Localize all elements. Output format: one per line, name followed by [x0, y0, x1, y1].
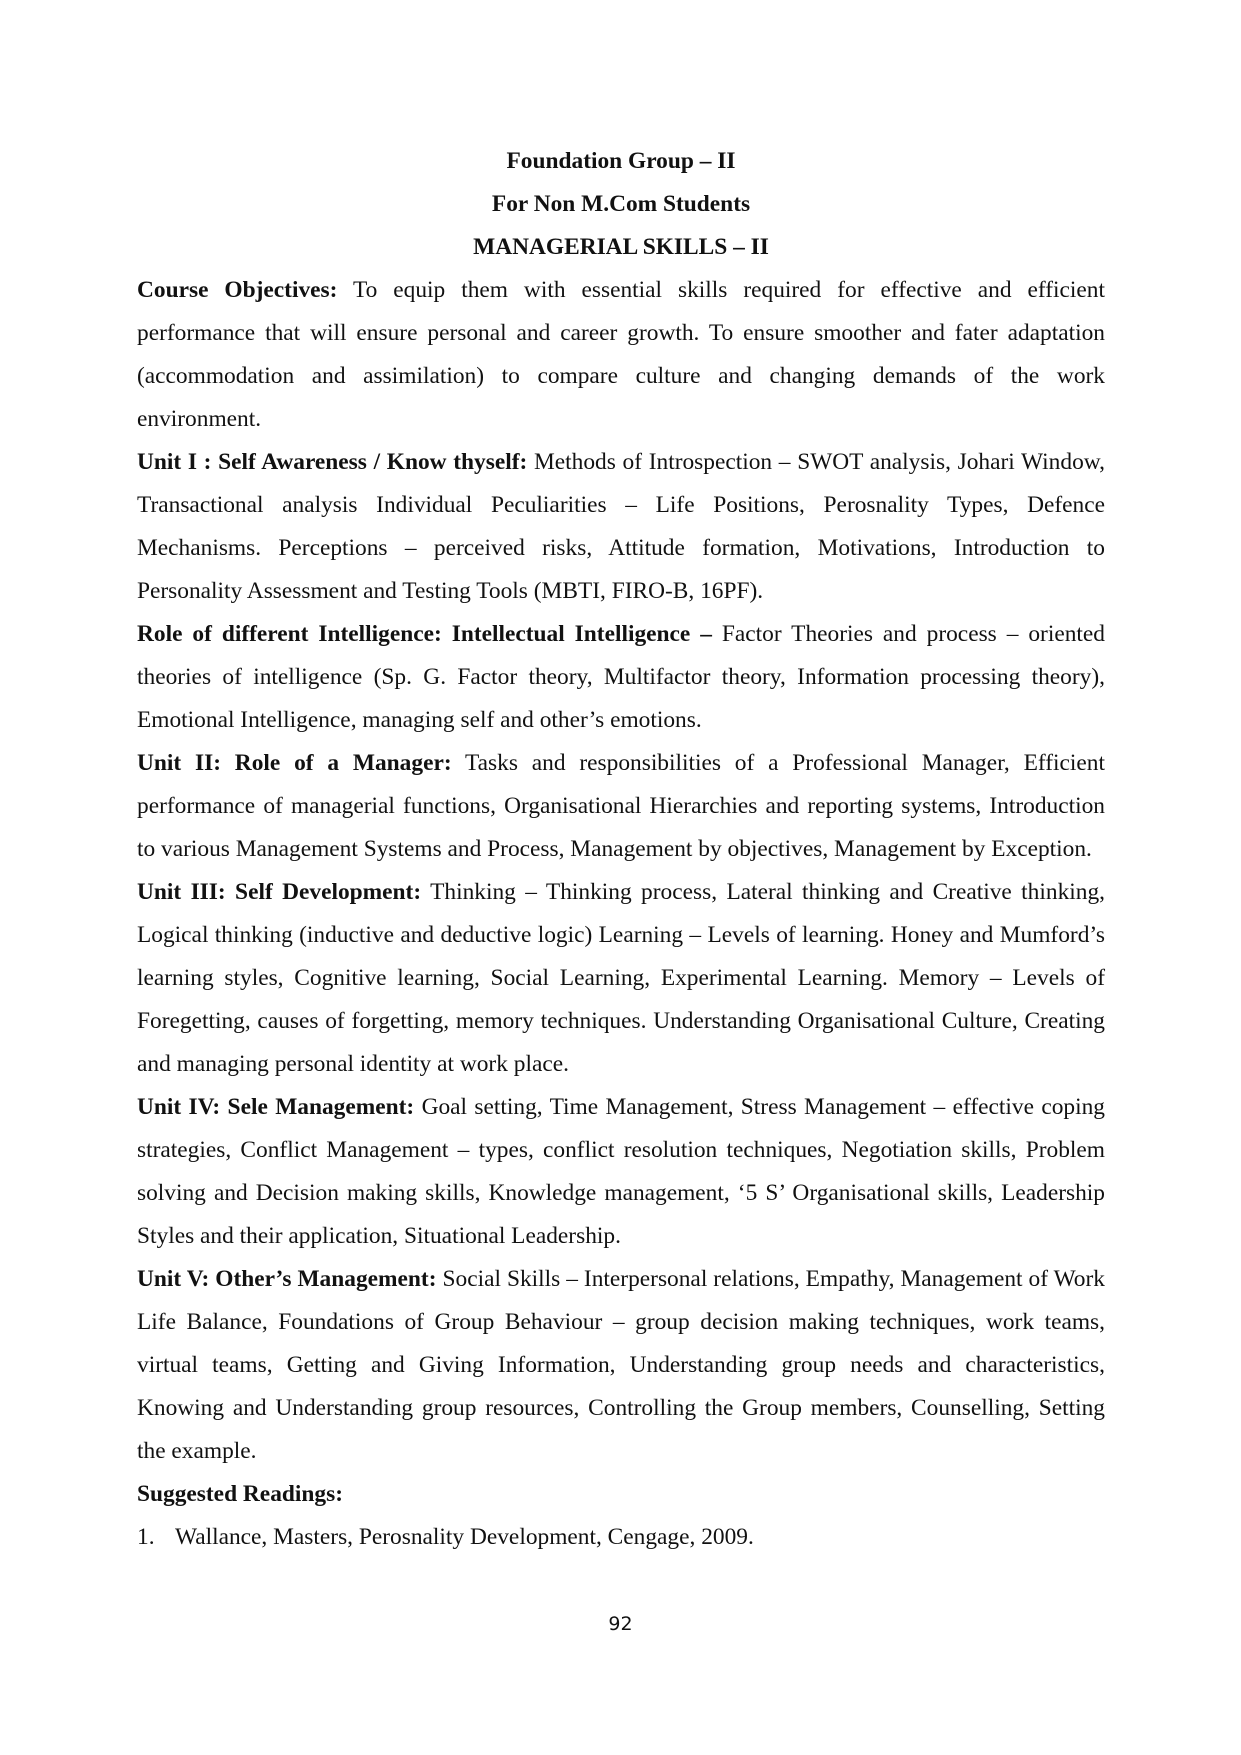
page-content	[137, 140, 1105, 1559]
course-title: MANAGERIAL SKILLS – II	[473, 234, 769, 260]
section-text: Goal setting, Time Management, Stress Management – effective coping strategies, Conflict Management – types, conflict resolution techniques, Negotiation skills, Problem solving and Decision making skills, Knowledge management, ‘5 S’ Organisational skills, Leadership Styles and their application, Situational Leadership.	[137, 1094, 1105, 1249]
section-text: Tasks and responsibilities of a Professional Manager, Efficient performance of managerial functions, Organisational Hierarchies and reporting systems, Introduction to various Management Systems and Process, Management by objectives, Management by Exception.	[137, 750, 1105, 862]
section-label: Unit III: Self Development:	[137, 879, 422, 905]
unit-2-paragraph	[137, 742, 1105, 871]
section-label: Role of different Intelligence: Intellectual Intelligence –	[137, 621, 712, 647]
unit-4-paragraph	[137, 1086, 1105, 1258]
section-text: Social Skills – Interpersonal relations, Empathy, Management of Work Life Balance, Foundations of Group Behaviour – group decision making techniques, work teams, virtual teams, Getting and Giving Information, Understanding group needs and characteristics, Knowing and Understanding group resources, Controlling the Group members, Counselling, Setting the example.	[137, 1266, 1105, 1464]
unit-3-paragraph	[137, 871, 1105, 1086]
list-item-text: Wallance, Masters, Perosnality Development, Cengage, 2009.	[175, 1524, 754, 1550]
section-label: Unit II: Role of a Manager:	[137, 750, 452, 776]
section-text: Factor Theories and process – oriented theories of intelligence (Sp. G. Factor theory, Multifactor theory, Information processing theory), Emotional Intelligence, managing self and other’s emotions.	[137, 621, 1105, 733]
unit-5-paragraph	[137, 1258, 1105, 1473]
intelligence-paragraph	[137, 613, 1105, 742]
section-text: To equip them with essential skills required for effective and efficient performance that will ensure personal and career growth. To ensure smoother and fater adaptation (accommodation and assimilation) to compare culture and changing demands of the work environment.	[137, 277, 1105, 432]
section-label: Unit I : Self Awareness / Know thyself:	[137, 449, 528, 475]
readings-list	[137, 1516, 1105, 1559]
section-text: Methods of Introspection – SWOT analysis, Johari Window, Transactional analysis Individual Peculiarities – Life Positions, Perosnality Types, Defence Mechanisms. Perceptions – perceived risks, Attitude formation, Motivations, Introduction to Personality Assessment and Testing Tools (MBTI, FIRO-B, 16PF).	[137, 449, 1105, 604]
list-item	[137, 1516, 1105, 1559]
suggested-readings-heading: Suggested Readings:	[137, 1481, 343, 1507]
section-label: Unit V: Other’s Management:	[137, 1266, 437, 1292]
unit-1-paragraph	[137, 441, 1105, 613]
audience-subtitle: For Non M.Com Students	[491, 191, 751, 217]
course-objectives-paragraph	[137, 269, 1105, 441]
section-label: Unit IV: Sele Management:	[137, 1094, 415, 1120]
group-title: Foundation Group – II	[506, 148, 736, 174]
page-number: 92	[608, 1613, 633, 1635]
list-item-number: 1.	[137, 1524, 155, 1550]
section-label: Course Objectives:	[137, 277, 338, 303]
section-text: Thinking – Thinking process, Lateral thinking and Creative thinking, Logical thinking (inductive and deductive logic) Learning – Levels of learning. Honey and Mumford’s learning styles, Cognitive learning, Social Learning, Experimental Learning. Memory – Levels of Foregetting, causes of forgetting, memory techniques. Understanding Organisational Culture, Creating and managing personal identity at work place.	[137, 879, 1106, 1077]
